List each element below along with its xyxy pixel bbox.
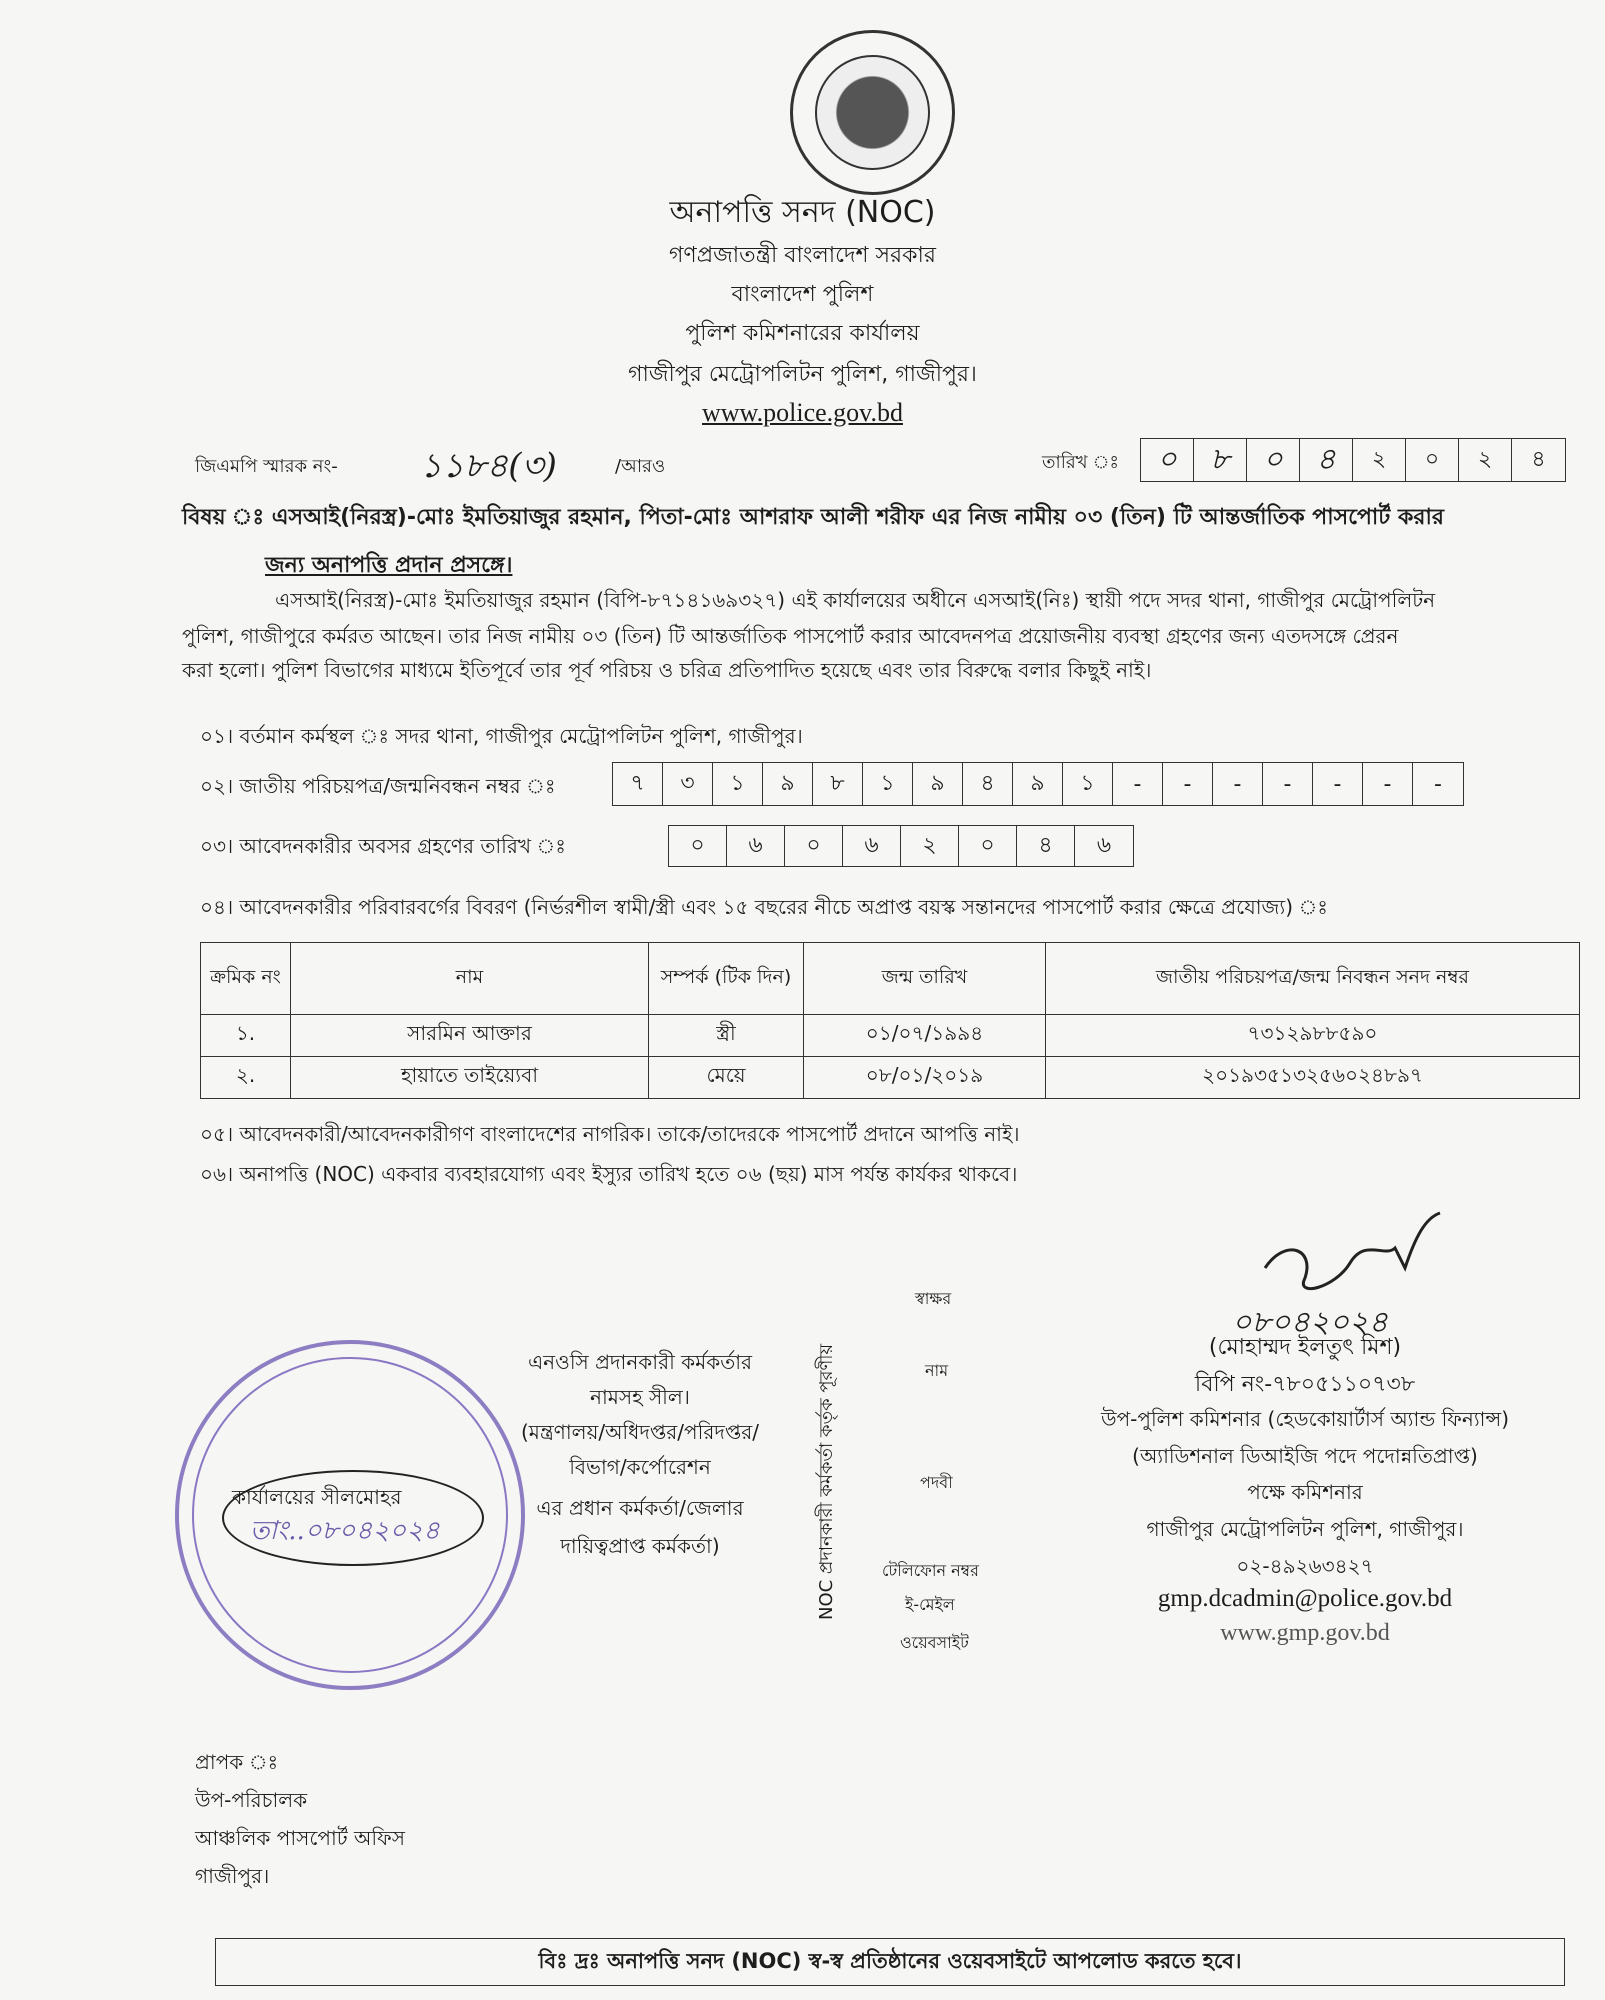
subject-line: জন্য অনাপত্তি প্রদান প্রসঙ্গে। [265, 553, 513, 578]
col-header: নাম [291, 943, 649, 1015]
digit-box: ৯ [763, 763, 813, 805]
digit-box: ৩ [663, 763, 713, 805]
footer-note: বিঃ দ্রঃ অনাপত্তি সনদ (NOC) স্ব-স্ব প্রতিষ্ঠানের ওয়েবসাইটে আপলোড করতে হবে। [215, 1938, 1565, 1986]
signatory-office: গাজীপুর মেট্রোপলিটন পুলিশ, গাজীপুর। [1146, 1517, 1464, 1541]
cell: ১. [201, 1015, 291, 1057]
seal-block-line: দায়িত্বপ্রাপ্ত কর্মকর্তা) [560, 1534, 720, 1558]
field-website: ওয়েবসাইট [900, 1633, 969, 1652]
paragraph-line: এসআই(নিরস্ত্র)-মোঃ ইমতিয়াজুর রহমান (বিপি-৮৭১৪১৬৯৩২৭) এই কার্যালয়ের অধীনে এসআই(নিঃ) স্থায়ী পদে সদর থানা, গাজীপুর মেট্রোপলিটন [275, 588, 1436, 612]
recipient-line: গাজীপুর। [195, 1864, 270, 1888]
website-link[interactable]: www.police.gov.bd [702, 398, 903, 427]
signature-date: ০৮০৪২০২৪ [1232, 1305, 1388, 1340]
family-table [200, 942, 1580, 1099]
digit-box: ০ [785, 826, 843, 866]
seal-block-line: এর প্রধান কর্মকর্তা/জেলার [536, 1496, 744, 1520]
cell: ২০১৯৩৫১৩২৫৬০২৪৮৯৭ [1046, 1057, 1580, 1099]
digit-box: ৬ [843, 826, 901, 866]
signatory-designation: উপ-পুলিশ কমিশনার (হেডকোয়ার্টার্স অ্যান্ড ফিন্যান্স) [1101, 1407, 1509, 1431]
memo-label: জিএমপি স্মারক নং- [195, 456, 338, 477]
digit-box: ২ [1459, 439, 1512, 481]
cell: ৭৩১২৯৮৮৫৯০ [1046, 1015, 1580, 1057]
seal-block-line: বিভাগ/কর্পোরেশন [569, 1455, 711, 1479]
digit-box: ২ [1353, 439, 1406, 481]
retirement-date-boxes [668, 825, 1134, 867]
cell: ০১/০৭/১৯৯৪ [804, 1015, 1046, 1057]
digit-box: ৮ [1194, 439, 1247, 481]
field-signature: স্বাক্ষর [915, 1289, 952, 1308]
seal-block-line: নামসহ সীল। [590, 1385, 690, 1409]
table-row [201, 1057, 1580, 1099]
digit-box: ০ [669, 826, 727, 866]
memo-suffix: /আরও [615, 456, 666, 477]
digit-box: ০ [1141, 439, 1194, 481]
field-email: ই-মেইল [905, 1595, 955, 1614]
cell: স্ত্রী [649, 1015, 804, 1057]
vertical-label: NOC প্রদানকারী কর্মকর্তা কর্তৃক পূরণীয় [816, 1343, 837, 1620]
date-label: তারিখ ঃ [1042, 452, 1120, 473]
digit-box: ০ [1247, 439, 1300, 481]
digit-box: - [1263, 763, 1313, 805]
recipient-line: আঞ্চলিক পাসপোর্ট অফিস [195, 1826, 405, 1850]
seal-block-line: এনওসি প্রদানকারী কর্মকর্তার [527, 1350, 753, 1374]
item-03-label: ০৩। আবেদনকারীর অবসর গ্রহণের তারিখ ঃ [200, 834, 566, 858]
item-01: ০১। বর্তমান কর্মস্থল ঃ সদর থানা, গাজীপুর মেট্রোপলিটন পুলিশ, গাজীপুর। [200, 724, 803, 748]
date-boxes [1140, 438, 1566, 482]
signatory-web[interactable]: www.gmp.gov.bd [1220, 1620, 1390, 1646]
cell: ২. [201, 1057, 291, 1099]
digit-box: - [1313, 763, 1363, 805]
signatory-behalf: পক্ষে কমিশনার [1247, 1480, 1363, 1504]
field-designation: পদবী [920, 1473, 953, 1492]
cell: ০৮/০১/২০১৯ [804, 1057, 1046, 1099]
digit-box: ১ [713, 763, 763, 805]
field-phone: টেলিফোন নম্বর [882, 1561, 979, 1580]
col-header: জন্ম তারিখ [804, 943, 1046, 1015]
digit-box: ৬ [1096, 832, 1112, 858]
signatory-name: (মোহাম্মদ ইলতুৎ মিশ) [1208, 1335, 1402, 1360]
col-header: জাতীয় পরিচয়পত্র/জন্ম নিবন্ধন সনদ নম্বর [1046, 943, 1580, 1015]
header-line: পুলিশ কমিশনারের কার্যালয় [685, 321, 920, 346]
header-line: বাংলাদেশ পুলিশ [731, 282, 874, 307]
table-row [201, 1015, 1580, 1057]
recipient-line: প্রাপক ঃ [195, 1750, 279, 1774]
digit-box: ৪ [1017, 826, 1075, 866]
digit-box: ১ [863, 763, 913, 805]
item-02-label: ০২। জাতীয় পরিচয়পত্র/জন্মনিবন্ধন নম্বর ঃ [200, 774, 556, 798]
digit-box: ১ [1063, 763, 1113, 805]
signatory-promotion: (অ্যাডিশনাল ডিআইজি পদে পদোন্নতিপ্রাপ্ত) [1132, 1444, 1478, 1468]
stamp-label: কার্যালয়ের সীলমোহর [232, 1485, 402, 1509]
digit-box: - [1213, 763, 1263, 805]
paragraph-line: করা হলো। পুলিশ বিভাগের মাধ্যমে ইতিপূর্বে তার পূর্ব পরিচয় ও চরিত্র প্রতিপাদিত হয়েছে এবং তার বিরুদ্ধে বলার কিছুই নাই। [182, 658, 1152, 682]
digit-box: ৯ [1013, 763, 1063, 805]
digit-box: ৪ [1531, 446, 1546, 472]
col-header: সম্পর্ক (টিক দিন) [649, 943, 804, 1015]
digit-box: - [1163, 763, 1213, 805]
digit-box: ৬ [727, 826, 785, 866]
digit-box: ৪ [1300, 439, 1353, 481]
document-title: অনাপত্তি সনদ (NOC) [669, 195, 936, 230]
digit-box: ২ [901, 826, 959, 866]
digit-box: - [1434, 771, 1442, 797]
col-header: ক্রমিক নং [201, 943, 291, 1015]
signatory-bp: বিপি নং-৭৮০৫১১০৭৩৮ [1194, 1372, 1416, 1397]
memo-number: ১১৮৪(৩) [420, 446, 557, 486]
cell: মেয়ে [649, 1057, 804, 1099]
item-06: ০৬। অনাপত্তি (NOC) একবার ব্যবহারযোগ্য এবং ইস্যুর তারিখ হতে ০৬ (ছয়) মাস পর্যন্ত কার্যকর থাকবে। [200, 1162, 1018, 1186]
signatory-phone: ০২-৪৯২৬৩৪২৭ [1236, 1554, 1374, 1578]
digit-box: ৮ [813, 763, 863, 805]
item-05: ০৫। আবেদনকারী/আবেদনকারীগণ বাংলাদেশের নাগরিক। তাকে/তাদেরকে পাসপোর্ট প্রদানে আপত্তি নাই। [200, 1122, 1020, 1146]
cell: সারমিন আক্তার [291, 1015, 649, 1057]
signatory-email[interactable]: gmp.dcadmin@police.gov.bd [1157, 1585, 1453, 1612]
seal-block-line: (মন্ত্রণালয়/অধিদপ্তর/পরিদপ্তর/ [520, 1420, 760, 1444]
digit-box: ০ [959, 826, 1017, 866]
digit-box: ৯ [913, 763, 963, 805]
field-name: নাম [925, 1361, 949, 1380]
header-line: গাজীপুর মেট্রোপলিটন পুলিশ, গাজীপুর। [628, 362, 977, 387]
stamp-date: তাং..০৮০৪২০২৪ [250, 1516, 440, 1546]
signature [1255, 1208, 1445, 1303]
paragraph-line: পুলিশ, গাজীপুরে কর্মরত আছেন। তার নিজ নামীয় ০৩ (তিন) টি আন্তর্জাতিক পাসপোর্ট করার আবেদনপত্র প্রয়োজনীয় ব্যবস্থা গ্রহণের জন্য এতদসঙ্গে প্রেরন [182, 624, 1399, 648]
government-emblem [790, 30, 955, 195]
digit-box: - [1363, 763, 1413, 805]
subject-line: বিষয় ঃ এসআই(নিরস্ত্র)-মোঃ ইমতিয়াজুর রহমান, পিতা-মোঃ আশরাফ আলী শরীফ এর নিজ নামীয় ০৩ (তিন) টি আন্তর্জাতিক পাসপোর্ট করার [182, 505, 1444, 530]
digit-box: - [1113, 763, 1163, 805]
digit-box: ৪ [963, 763, 1013, 805]
item-04: ০৪। আবেদনকারীর পরিবারবর্গের বিবরণ (নির্ভরশীল স্বামী/স্ত্রী এবং ১৫ বছরের নীচে অপ্রাপ্ত বয়স্ক সন্তানদের পাসপোর্ট করার ক্ষেত্রে প্রযোজ্য) ঃ [200, 895, 1328, 919]
header-line: গণপ্রজাতন্ত্রী বাংলাদেশ সরকার [668, 243, 937, 268]
digit-box: ০ [1406, 439, 1459, 481]
cell: হায়াতে তাইয়্যেবা [291, 1057, 649, 1099]
recipient-line: উপ-পরিচালক [195, 1788, 308, 1812]
nid-boxes [612, 762, 1464, 806]
digit-box: ৭ [613, 763, 663, 805]
